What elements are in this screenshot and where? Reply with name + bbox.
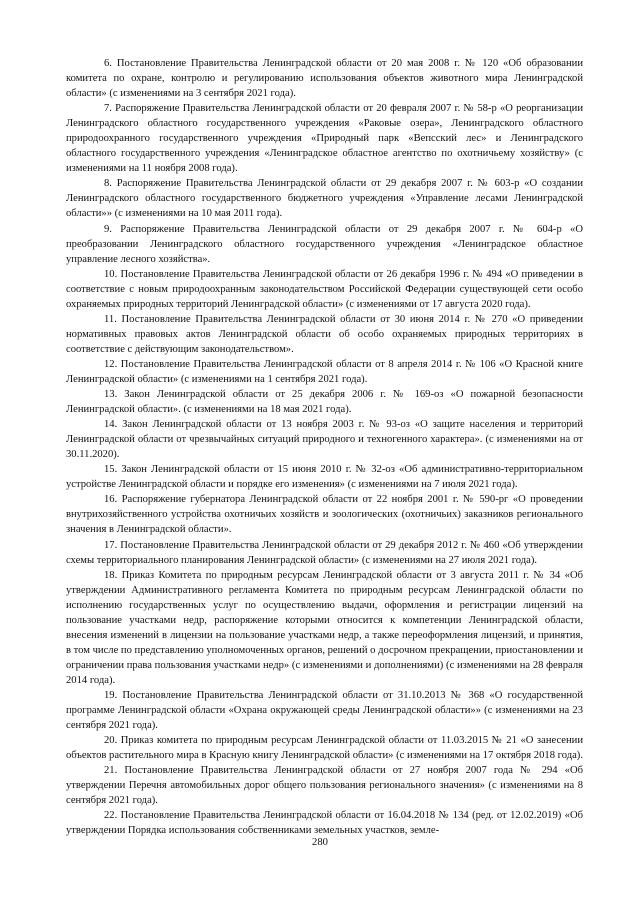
list-item: 10. Постановление Правительства Ленинградской области от 26 декабря 1996 г. № 494 «О приведении в соответствие с новым природоохранным законодательством Российской Федерации существующей сети особо охраняемых природных территорий Ленинградской области» (с изменениями от 17 августа 2020 года). — [66, 268, 583, 310]
document-page — [66, 56, 583, 838]
list-item: 19. Постановление Правительства Ленинградской области от 31.10.2013 № 368 «О государственной программе Ленинградской области «Охрана окружающей среды Ленинградской области»» (с изменениями на 23 сентября 2021 года). — [66, 689, 583, 732]
list-item: 12. Постановление Правительства Ленинградской области от 8 апреля 2014 г. № 106 «О Красной книге Ленинградской области» (с изменениями на 1 сентября 2021 года). — [66, 358, 583, 385]
list-item: 7. Распоряжение Правительства Ленинградской области от 20 февраля 2007 г. № 58-р «О реорганизации Ленинградского областного государственного учреждения «Раковые озера», Ленинградского областного природоохранного государственного учреждения «Природный парк «Вепсский лес» и Ленинградского областного государственного учреждения «Ленинградское областное агентство по охотничьему хозяйству» (с изменениями на 11 ноября 2008 года). — [66, 103, 583, 175]
list-item: 11. Постановление Правительства Ленинградской области от 30 июня 2014 г. № 270 «О приведении нормативных правовых актов Ленинградской области об особо охраняемых природных территориях в соответствие с действующим законодательством». — [66, 313, 583, 355]
list-item: 21. Постановление Правительства Ленинградской области от 27 ноября 2007 года № 294 «Об утверждении Перечня автомобильных дорог общего пользования регионального значения» (с изменениями на 8 сентября 2021 года). — [66, 765, 583, 807]
list-item: 16. Распоряжение губернатора Ленинградской области от 22 ноября 2001 г. № 590-рг «О проведении внутрихозяйственного устройства охотничьих хозяйств и зоологических (охотничьих) заказников регионального значения в Ленинградской области». — [66, 494, 583, 536]
list-item: 14. Закон Ленинградской области от 13 ноября 2003 г. № 93-оз «О защите населения и территорий Ленинградской области от чрезвычайных ситуаций природного и техногенного характера». (с изменениями на от 30.11.2020). — [66, 419, 583, 461]
list-item: 6. Постановление Правительства Ленинградской области от 20 мая 2008 г. № 120 «Об образовании комитета по охране, контролю и регулированию использования объектов животного мира Ленинградской области» (с изменениями на 3 сентября 2021 года). — [66, 58, 583, 100]
list-item: 22. Постановление Правительства Ленинградской области от 16.04.2018 № 134 (ред. от 12.02.2019) «Об утверждении Порядка использования собственниками земельных участков, земле- — [66, 810, 583, 837]
list-item: 17. Постановление Правительства Ленинградской области от 29 декабря 2012 г. № 460 «Об утверждении схемы территориального планирования Ленинградской области» (с изменениями на 27 июля 2021 года). — [66, 539, 583, 566]
list-item: 15. Закон Ленинградской области от 15 июня 2010 г. № 32-оз «Об административно-территориальном устройстве Ленинградской области и порядке его изменения» (с изменениями на 7 июля 2021 года). — [66, 464, 583, 491]
list-item: 9. Распоряжение Правительства Ленинградской области от 29 декабря 2007 г. № 604-р «О преобразовании Ленинградского областного государственного учреждения «Ленинградское областное управление лесного хозяйства». — [66, 223, 583, 265]
list-item: 20. Приказ комитета по природным ресурсам Ленинградской области от 11.03.2015 № 21 «О занесении объектов растительного мира в Красную книгу Ленинградской области» (с изменениями на 17 октября 2018 года). — [66, 735, 583, 762]
list-item: 13. Закон Ленинградской области от 25 декабря 2006 г. № 169-оз «О пожарной безопасности Ленинградской области». (с изменениями на 18 мая 2021 года). — [66, 389, 583, 416]
list-item: 18. Приказ Комитета по природным ресурсам Ленинградской области от 3 августа 2011 г. № 34 «Об утверждении Административного регламента Комитета по природным ресурсам Ленинградской области по исполнению государственных услуг по осуществлению выдачи, оформления и регистрации лицензий на пользование участками недр, распоряжение которыми относится к компетенции Ленинградской области, внесения изменений в лицензии на пользование участками недр, а также переоформления лицензий, и принятия, в том числе по представлению уполномоченных органов, решений о досрочном прекращении, приостановлении и ограничении права пользования участками недр» (с изменениями и дополнениями) (с изменениями на 28 февраля 2014 года). — [66, 569, 583, 686]
page-number: 280 — [312, 837, 328, 848]
list-item: 8. Распоряжение Правительства Ленинградской области от 29 декабря 2007 г. № 603-р «О создании Ленинградского областного государственного бюджетного учреждения «Управление лесами Ленинградской области»» (с изменениями на 10 мая 2011 года). — [66, 178, 583, 220]
